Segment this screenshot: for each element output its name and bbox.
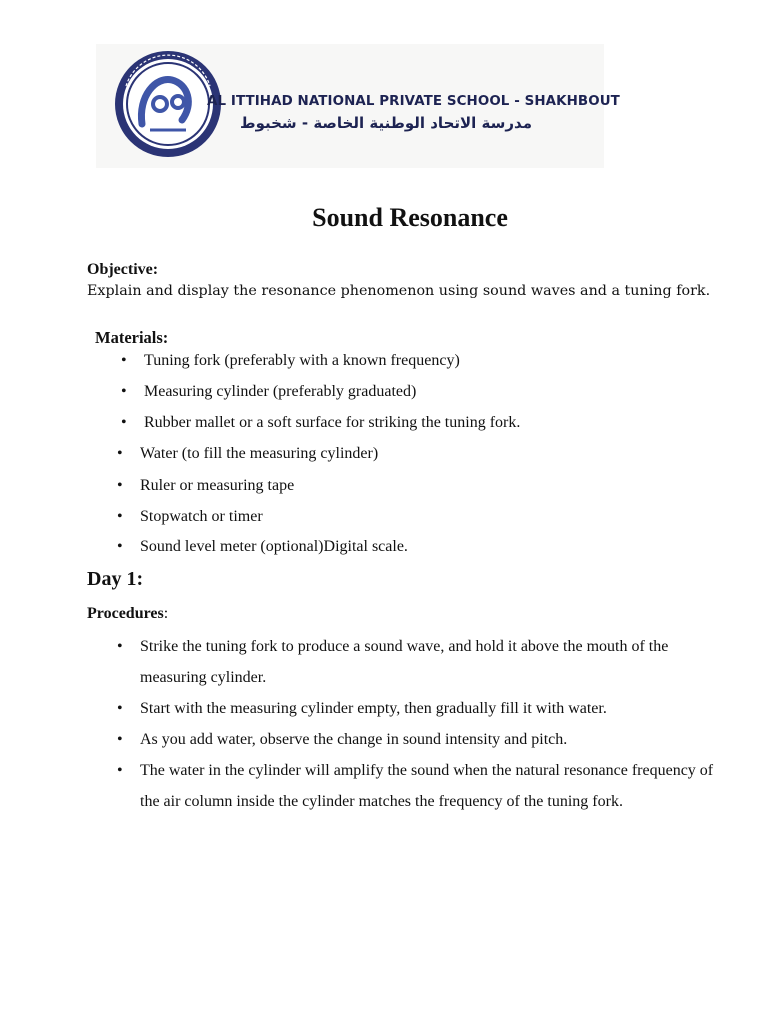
- materials-item: • Water (to fill the measuring cylinder): [140, 445, 378, 463]
- procedures-label: [87, 605, 168, 623]
- materials-item: • Tuning fork (preferably with a known frequency): [144, 352, 460, 370]
- materials-item: • Ruler or measuring tape: [140, 477, 294, 495]
- school-header: [96, 44, 620, 168]
- objective-label: Objective:: [87, 261, 159, 278]
- page-title: Sound Resonance: [312, 203, 508, 232]
- materials-item: • Sound level meter (optional)Digital scale.: [140, 538, 408, 556]
- procedure-step: • The water in the cylinder will amplify the sound when the natural resonance frequency of the air column inside the cylinder matches the frequency of the tuning fork.: [140, 756, 720, 817]
- materials-item: • Measuring cylinder (preferably graduated): [144, 383, 416, 401]
- day-heading: Day 1:: [87, 568, 144, 590]
- materials-item: • Rubber mallet or a soft surface for striking the tuning fork.: [144, 414, 520, 432]
- materials-item: • Stopwatch or timer: [140, 508, 263, 526]
- procedure-step: • Strike the tuning fork to produce a sound wave, and hold it above the mouth of the measuring cylinder.: [140, 632, 720, 693]
- school-name-arabic: مدرسة الاتحاد الوطنية الخاصة - شخبوط: [240, 114, 532, 132]
- procedure-step: • Start with the measuring cylinder empty, then gradually fill it with water.: [140, 694, 720, 725]
- materials-label: Materials:: [95, 328, 169, 347]
- school-name-english: AL ITTIHAD NATIONAL PRIVATE SCHOOL - SHAKHBOUT: [207, 94, 620, 109]
- procedures-label-colon: :: [163, 605, 169, 622]
- procedures-label-text: Procedures: [87, 605, 164, 622]
- objective-text: Explain and display the resonance phenomenon using sound waves and a tuning fork.: [87, 283, 711, 299]
- procedure-step: • As you add water, observe the change in sound intensity and pitch.: [140, 725, 720, 756]
